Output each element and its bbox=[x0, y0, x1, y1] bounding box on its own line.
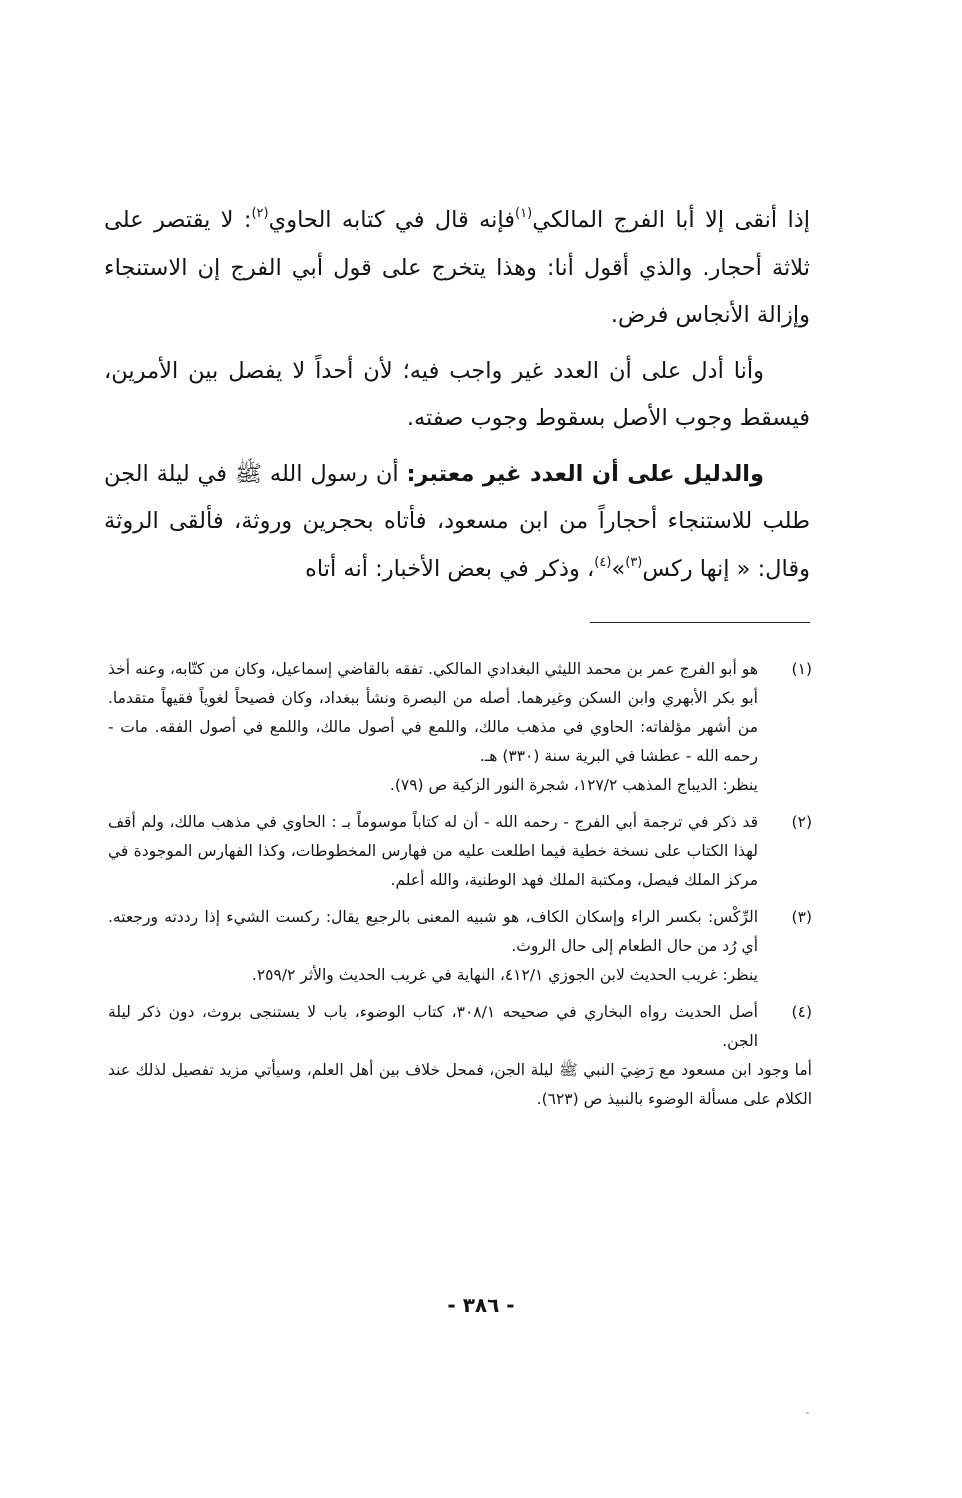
footnote-references: ينظر: غريب الحديث لابن الجوزي ٤١٢/١، النهاية في غريب الحديث والأثر ٢٥٩/٢. bbox=[251, 966, 758, 984]
footnote-separator bbox=[590, 622, 810, 623]
scan-speck bbox=[806, 1412, 809, 1414]
footnote-references: ينظر: الديباج المذهب ١٢٧/٢، شجرة النور الزكية ص (٧٩). bbox=[389, 776, 758, 794]
footnote-number: (٤) bbox=[791, 1003, 812, 1021]
footnote-text: هو أبو الفرج عمر بن محمد الليثي البغدادي المالكي. تفقه بالقاضي إسماعيل، وكان من كتّابه، وعنه أخذ أبو بكر الأبهري وابن السكن وغيرهما. أصله من البصرة ونشأ ببغداد، وكان فصيحاً لغوياً فقيهاً متقدما. من أشهر مؤلفاته: الحاوي في مذهب مالك، واللمع في أصول مالك، واللمع في أصول الفقه. مات - رحمه الله - عطشا في البرية سنة (٣٣٠) هـ. bbox=[108, 660, 758, 765]
footnote-ref-3: (٣) bbox=[625, 554, 643, 570]
footnotes bbox=[108, 655, 812, 1122]
footnote-text: الرِّكْس: بكسر الراء وإسكان الكاف، هو شبيه المعنى بالرجيع يقال: ركست الشيء إذا رددته ورجعته. أي رُد من حال الطعام إلى حال الروث. bbox=[108, 908, 758, 955]
footnote-number: (٢) bbox=[791, 813, 812, 831]
paragraph-3 bbox=[104, 451, 810, 594]
p1-part-a: إذا أنقى إلا أبا الفرج المالكي bbox=[532, 207, 810, 233]
footnote-number: (٣) bbox=[791, 908, 812, 926]
footnote-text: قد ذكر في ترجمة أبي الفرج - رحمه الله - أن له كتاباً موسوماً بـ : الحاوي في مذهب مالك، ولم أقف لهذا الكتاب على نسخة خطية فيما اطلعت عليه من فهارس المخطوطات، وكذا الفهارس الموجودة في مركز الملك فيصل، ومكتبة الملك فهد الوطنية، والله أعلم. bbox=[108, 813, 758, 889]
p3-part-c: ، وذكر في بعض الأخبار: أنه أتاه bbox=[305, 555, 595, 582]
p1-part-b: فإنه قال في كتابه الحاوي bbox=[268, 207, 516, 233]
footnote-continuation: أما وجود ابن مسعود مع رَضِيَ النبي ﷺ ليلة الجن، فمحل خلاف بين أهل العلم، وسيأتي مزيد تفصيل لذلك عند الكلام على مسألة الوضوء بالنبيذ ص (٦٢٣). bbox=[108, 1061, 812, 1108]
footnote-2 bbox=[108, 808, 812, 895]
footnote-ref-2: (٢) bbox=[251, 206, 269, 221]
evidence-heading: والدليل على أن العدد غير معتبر: bbox=[406, 460, 764, 487]
page-number: - ٣٨٦ - bbox=[447, 1293, 515, 1317]
paragraph-1 bbox=[104, 197, 810, 340]
footnote-4 bbox=[108, 998, 812, 1114]
footnote-number: (١) bbox=[791, 660, 812, 678]
footnote-ref-1: (١) bbox=[515, 206, 533, 221]
footnote-3 bbox=[108, 903, 812, 990]
footnote-ref-4: (٤) bbox=[594, 554, 612, 570]
p1-part-c: : لا يقتصر على ثلاثة أحجار. والذي أقول أنا: وهذا يتخرج على قول أبي الفرج إن الاستنجاء وإزالة الأنجاس فرض. bbox=[104, 207, 810, 328]
footnote-1 bbox=[108, 655, 812, 800]
paragraph-2: وأنا أدل على أن العدد غير واجب فيه؛ لأن أحداً لا يفصل بين الأمرين، فيسقط وجوب الأصل بسقوط وجوب صفته. bbox=[104, 357, 810, 431]
p3-part-b: » bbox=[611, 555, 626, 582]
main-text bbox=[104, 197, 810, 593]
p3-part-a: أن رسول الله ﷺ في ليلة الجن طلب للاستنجاء أحجاراً من ابن مسعود، فأتاه بحجرين وروثة، فألقى الروثة وقال: « إنها ركس bbox=[104, 460, 810, 582]
footnote-text: أصل الحديث رواه البخاري في صحيحه ٣٠٨/١، كتاب الوضوء، باب لا يستنجى بروث، دون ذكر ليلة الجن. bbox=[108, 1003, 758, 1050]
